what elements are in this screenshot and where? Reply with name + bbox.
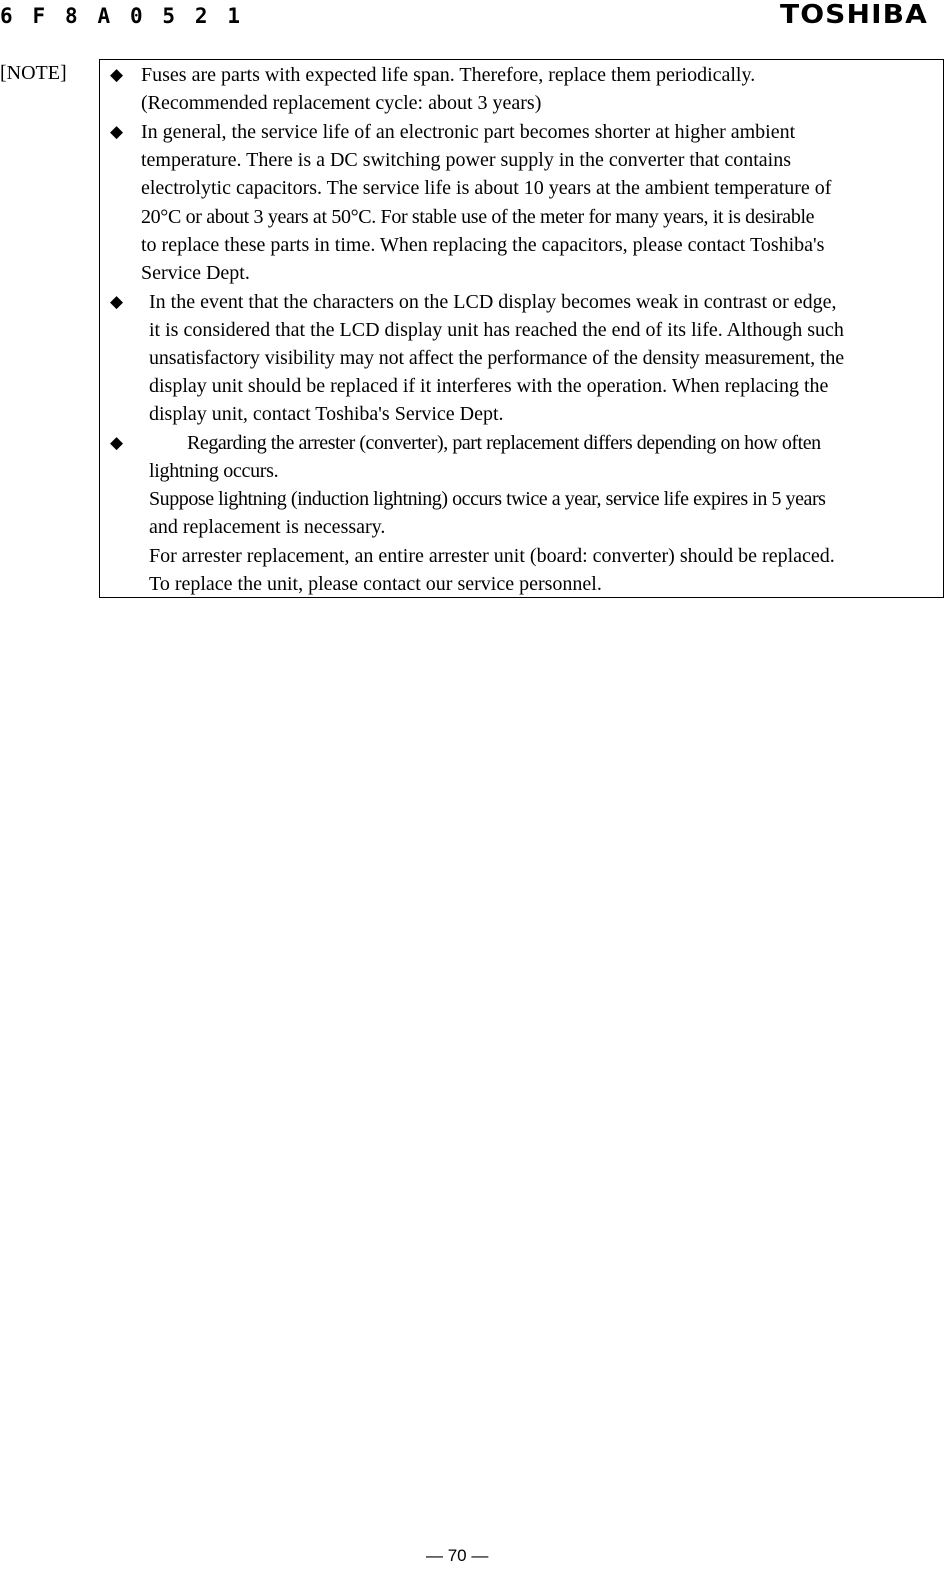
note-item-2-line-2: temperature. There is a DC switching power supply in the converter that contains <box>141 149 791 171</box>
note-item-2-line-3: electrolytic capacitors. The service life is about 10 years at the ambient temperature of <box>141 177 832 199</box>
toshiba-logo: TOSHIBA <box>780 0 928 30</box>
note-item-1-line-2: (Recommended replacement cycle: about 3 years) <box>141 92 542 114</box>
note-item-4-line-3: Suppose lightning (induction lightning) occurs twice a year, service life expires in 5 years <box>149 488 826 510</box>
note-item-4-line-5: For arrester replacement, an entire arrester unit (board: converter) should be replaced. <box>149 545 835 567</box>
note-item-3-line-4: display unit should be replaced if it interferes with the operation. When replacing the <box>149 375 829 397</box>
note-item-1-line-1: Fuses are parts with expected life span. Therefore, replace them periodically. <box>141 64 756 86</box>
note-item-3-line-1: In the event that the characters on the LCD display becomes weak in contrast or edge, <box>149 291 837 313</box>
note-item-2-line-1: In general, the service life of an electronic part becomes shorter at higher ambient <box>141 121 796 143</box>
diamond-bullet-icon: ◆ <box>110 292 124 311</box>
note-item-3-line-3: unsatisfactory visibility may not affect the performance of the density measurement, the <box>149 347 845 369</box>
diamond-bullet-icon: ◆ <box>110 433 124 452</box>
page-number: — 70 — <box>426 1546 489 1565</box>
note-item-3-line-5: display unit, contact Toshiba's Service Dept. <box>149 403 504 425</box>
note-label: [NOTE] <box>0 62 67 84</box>
note-item-2-line-6: Service Dept. <box>141 262 250 284</box>
note-item-2-line-5: to replace these parts in time. When replacing the capacitors, please contact Toshiba's <box>141 234 825 256</box>
diamond-bullet-icon: ◆ <box>110 65 124 84</box>
document-code: 6 F 8 A 0 5 2 1 <box>0 4 244 28</box>
note-item-4-line-1: Regarding the arrester (converter), part replacement differs depending on how often <box>187 432 821 454</box>
diamond-bullet-icon: ◆ <box>110 122 124 141</box>
note-item-4-line-2: lightning occurs. <box>149 460 279 482</box>
note-item-4-line-6: To replace the unit, please contact our service personnel. <box>149 573 602 595</box>
note-item-3-line-2: it is considered that the LCD display unit has reached the end of its life. Although such <box>149 319 844 341</box>
note-item-4-line-4: and replacement is necessary. <box>149 516 386 538</box>
note-item-2-line-4: 20°C or about 3 years at 50°C. For stable use of the meter for many years, it is desirable <box>141 206 815 228</box>
